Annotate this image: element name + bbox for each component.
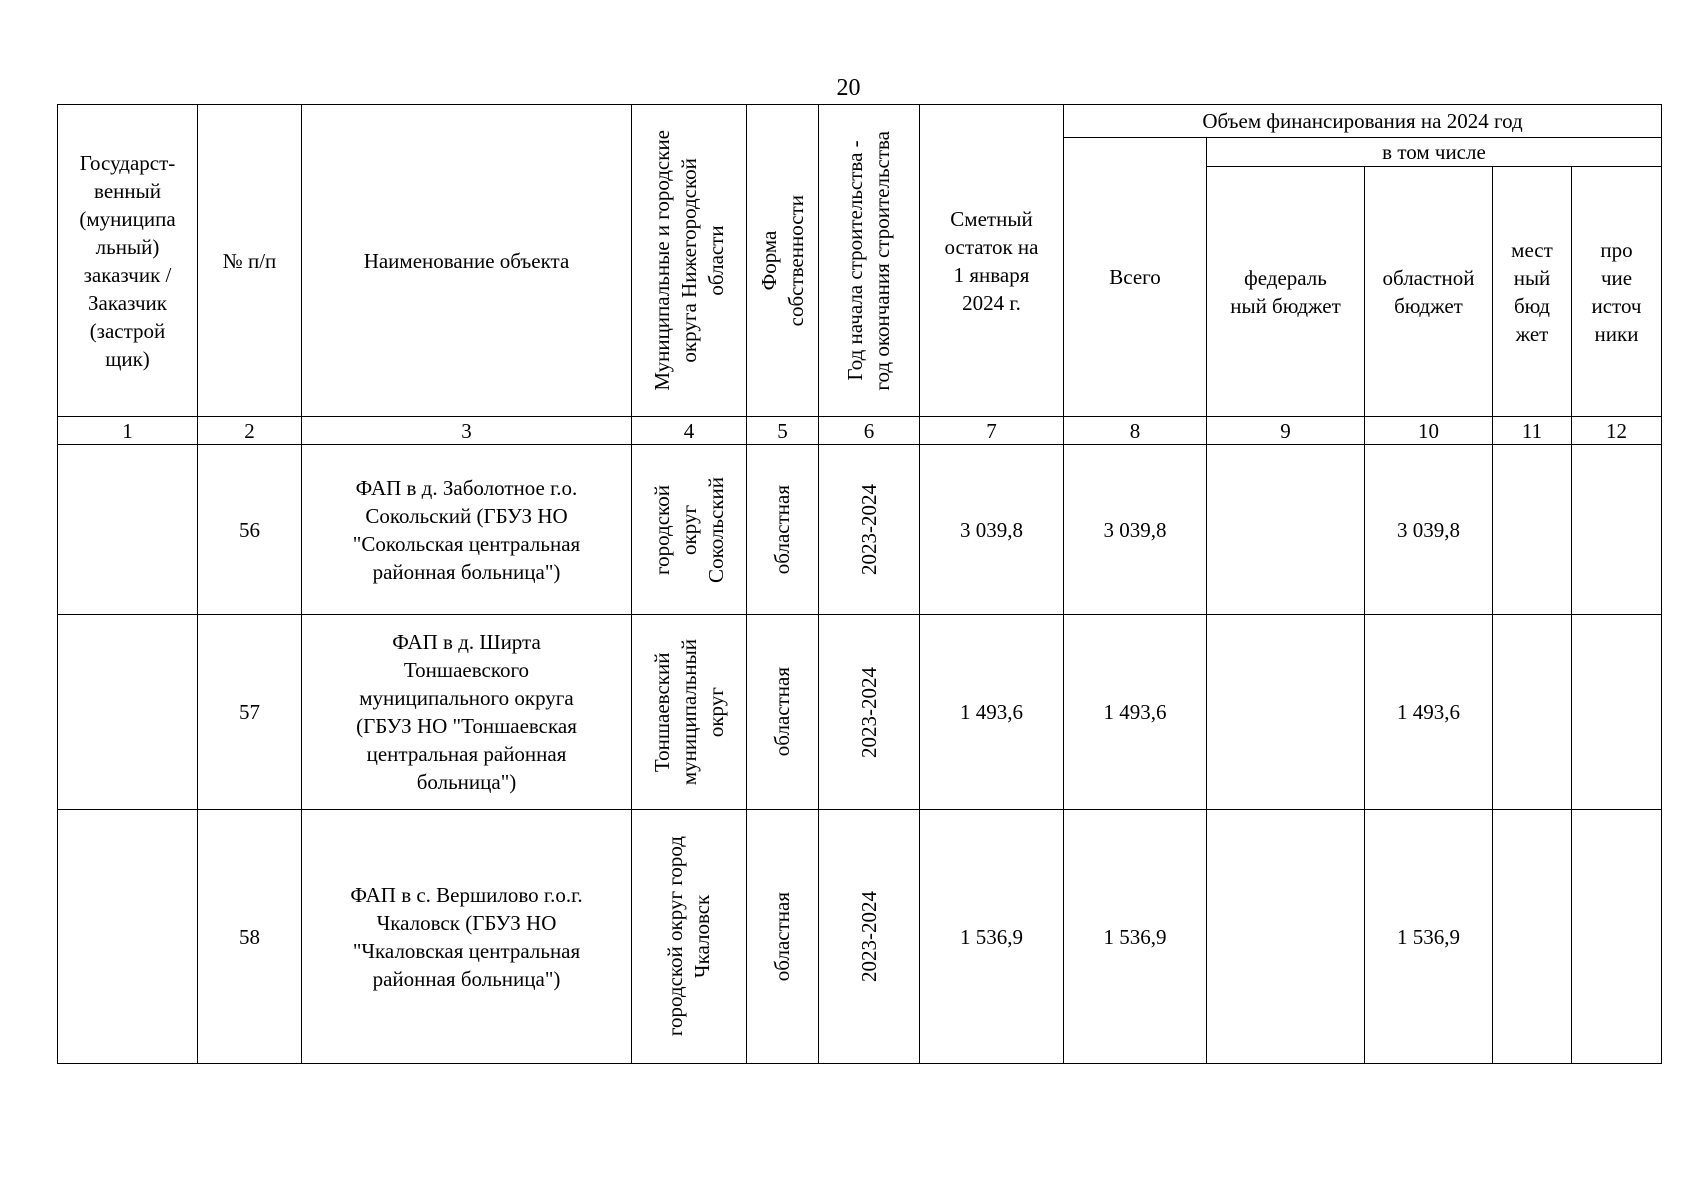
years-text: 2023-2024 <box>856 666 881 758</box>
cell-estimate: 1 536,9 <box>920 810 1064 1064</box>
cell-years <box>819 810 920 1064</box>
cell-estimate: 3 039,8 <box>920 445 1064 615</box>
header-municipality-cell <box>632 105 747 417</box>
municipality-text: Тоншаевский муниципальный округ <box>649 638 728 786</box>
table-row <box>58 810 1662 1064</box>
cell-municipality <box>632 615 747 810</box>
cell-num: 57 <box>198 615 302 810</box>
cell-regional: 1 493,6 <box>1365 615 1493 810</box>
header-years-cell <box>819 105 920 417</box>
cell-federal <box>1207 810 1365 1064</box>
header-local: мест ный бюд жет <box>1493 167 1572 417</box>
financing-table <box>57 104 1662 1064</box>
header-financing: Объем финансирования на 2024 год <box>1064 105 1662 138</box>
cell-local <box>1493 615 1572 810</box>
cell-object-name: ФАП в с. Вершилово г.о.г. Чкаловск (ГБУЗ НО "Чкаловская центральная районная больница") <box>302 810 632 1064</box>
header-row-1 <box>58 105 1662 138</box>
ownership-text: областная <box>770 484 794 575</box>
header-including: в том числе <box>1207 138 1662 167</box>
cell-federal <box>1207 615 1365 810</box>
cell-num: 56 <box>198 445 302 615</box>
column-number: 10 <box>1365 417 1493 445</box>
column-number: 4 <box>632 417 747 445</box>
header-object-name: Наименование объекта <box>302 105 632 417</box>
column-number: 7 <box>920 417 1064 445</box>
cell-total: 1 493,6 <box>1064 615 1207 810</box>
cell-customer <box>58 445 198 615</box>
column-number: 1 <box>58 417 198 445</box>
column-number: 12 <box>1572 417 1662 445</box>
column-number: 6 <box>819 417 920 445</box>
header-regional: областной бюджет <box>1365 167 1493 417</box>
cell-object-name: ФАП в д. Заболотное г.о. Сокольский (ГБУЗ НО "Сокольская центральная районная больница") <box>302 445 632 615</box>
cell-ownership <box>747 445 819 615</box>
municipality-text: городской округ Сокольский <box>649 476 728 583</box>
cell-municipality <box>632 445 747 615</box>
ownership-text: областная <box>770 667 794 757</box>
cell-local <box>1493 810 1572 1064</box>
header-total: Всего <box>1064 138 1207 417</box>
cell-ownership <box>747 615 819 810</box>
header-municipality: Муниципальные и городские округа Нижегородской области <box>649 130 728 391</box>
cell-years <box>819 445 920 615</box>
cell-local <box>1493 445 1572 615</box>
ownership-text: областная <box>770 891 794 982</box>
column-number: 8 <box>1064 417 1207 445</box>
header-other: про чие источ ники <box>1572 167 1662 417</box>
cell-regional: 3 039,8 <box>1365 445 1493 615</box>
header-ownership: Форма собственности <box>756 194 808 327</box>
cell-other <box>1572 445 1662 615</box>
column-numbers-row <box>58 417 1662 445</box>
cell-total: 1 536,9 <box>1064 810 1207 1064</box>
cell-total: 3 039,8 <box>1064 445 1207 615</box>
cell-other <box>1572 810 1662 1064</box>
header-ownership-cell <box>747 105 819 417</box>
header-num: № п/п <box>198 105 302 417</box>
years-text: 2023-2024 <box>856 891 881 982</box>
column-number: 5 <box>747 417 819 445</box>
column-number: 2 <box>198 417 302 445</box>
page-number: 20 <box>836 75 861 101</box>
cell-ownership <box>747 810 819 1064</box>
cell-num: 58 <box>198 810 302 1064</box>
table-row <box>58 615 1662 810</box>
cell-object-name: ФАП в д. Ширта Тоншаевского муниципального округа (ГБУЗ НО "Тоншаевская центральная районная больница") <box>302 615 632 810</box>
header-estimate: Сметный остаток на 1 января 2024 г. <box>920 105 1064 417</box>
header-federal: федераль ный бюджет <box>1207 167 1365 417</box>
cell-customer <box>58 615 198 810</box>
municipality-text: городской округ город Чкаловск <box>663 836 714 1037</box>
cell-municipality <box>632 810 747 1064</box>
cell-estimate: 1 493,6 <box>920 615 1064 810</box>
column-number: 9 <box>1207 417 1365 445</box>
header-years: Год начала строительства - год окончания строительства <box>843 130 894 391</box>
column-number: 3 <box>302 417 632 445</box>
cell-years <box>819 615 920 810</box>
cell-federal <box>1207 445 1365 615</box>
years-text: 2023-2024 <box>856 484 881 575</box>
cell-other <box>1572 615 1662 810</box>
column-number: 11 <box>1493 417 1572 445</box>
header-customer: Государст- венный (муниципа льный) заказчик / Заказчик (застрой щик) <box>58 105 198 417</box>
table-row <box>58 445 1662 615</box>
cell-customer <box>58 810 198 1064</box>
cell-regional: 1 536,9 <box>1365 810 1493 1064</box>
